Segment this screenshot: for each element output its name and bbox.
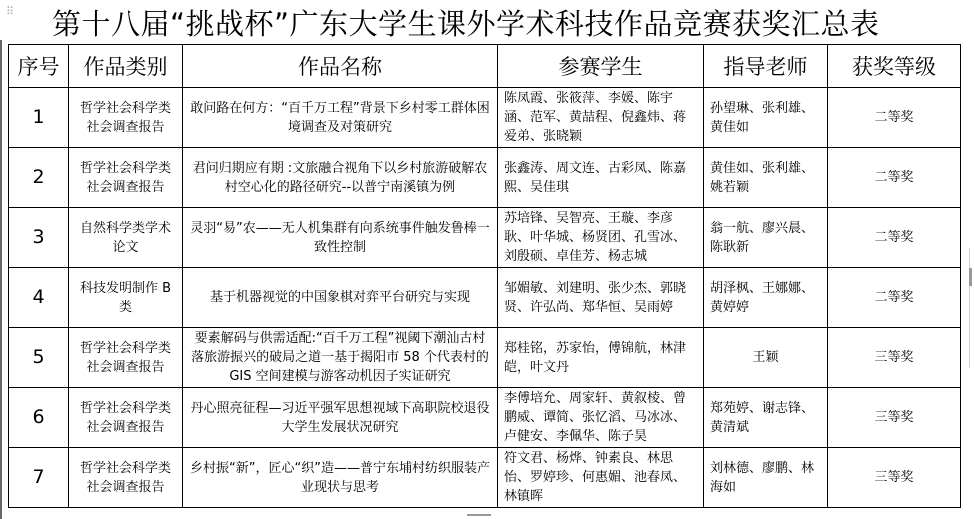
cell-seq: 5 xyxy=(9,328,69,388)
cell-category: 科技发明制作 B 类 xyxy=(69,268,183,328)
cell-name: 要素解码与供需适配:“百千万工程”视阈下潮汕古村落旅游振兴的破局之道一基于揭阳市 58 个代表村的 GIS 空间建模与游客动机因子实证研究 xyxy=(183,328,498,388)
page-title: 第十八届“挑战杯”广东大学生课外学术科技作品竞赛获奖汇总表 xyxy=(52,7,880,41)
cell-advisors: 郑苑婷、谢志锋、黄清斌 xyxy=(704,388,828,448)
cell-level: 二等奖 xyxy=(828,148,961,208)
cell-advisors: 王颖 xyxy=(704,328,828,388)
cell-students: 邹媚敏、刘建明、张少杰、郭晓贤、许弘尚、郑华恒、吴雨婷 xyxy=(498,268,704,328)
cell-level: 二等奖 xyxy=(828,208,961,268)
cell-advisors: 翁一航、廖兴晨、陈耿新 xyxy=(704,208,828,268)
table-header-row xyxy=(9,45,961,88)
cell-level: 三等奖 xyxy=(828,448,961,508)
table-row xyxy=(9,148,961,208)
cell-students: 苏培锋、吴智亮、王璇、李彦耿、叶华城、杨贤团、孔雪冰、刘殷硕、卓佳芳、杨志城 xyxy=(498,208,704,268)
cell-students: 张鑫涛、周文连、古彩凤、陈嘉熙、吴佳琪 xyxy=(498,148,704,208)
cell-level: 二等奖 xyxy=(828,268,961,328)
cell-category: 哲学社会科学类社会调查报告 xyxy=(69,148,183,208)
cell-students: 陈凤霞、张筱萍、李媛、陈宇涵、范军、黄喆程、倪鑫炜、蒋爱弟、张晓颖 xyxy=(498,88,704,148)
cell-category: 哲学社会科学类社会调查报告 xyxy=(69,328,183,388)
table-row xyxy=(9,388,961,448)
cell-seq: 4 xyxy=(9,268,69,328)
cell-advisors: 胡泽枫、王娜娜、黄婷婷 xyxy=(704,268,828,328)
cell-category: 哲学社会科学类社会调查报告 xyxy=(69,388,183,448)
vertical-scrollbar[interactable] xyxy=(969,248,974,368)
cell-seq: 1 xyxy=(9,88,69,148)
cell-level: 二等奖 xyxy=(828,88,961,148)
cell-level: 三等奖 xyxy=(828,388,961,448)
left-edge-rule xyxy=(0,40,2,519)
page-break-marker xyxy=(467,514,491,516)
scrollbar-thumb[interactable] xyxy=(969,268,972,286)
cell-advisors: 刘林德、廖鹏、林海如 xyxy=(704,448,828,508)
drag-handle-icon[interactable]: ⠿ xyxy=(6,5,16,18)
header-seq: 序号 xyxy=(9,45,69,88)
cell-name: 敢问路在何方：“百千万工程”背景下乡村零工群体困境调查及对策研究 xyxy=(183,88,498,148)
awards-table xyxy=(8,44,961,508)
cell-seq: 2 xyxy=(9,148,69,208)
cell-name: 丹心照亮征程—习近平强军思想视域下高职院校退役大学生发展状况研究 xyxy=(183,388,498,448)
cell-category: 自然科学类学术论文 xyxy=(69,208,183,268)
table-row xyxy=(9,328,961,388)
cell-students: 郑桂铭，苏家怡，傅锦航，林津皑，叶文丹 xyxy=(498,328,704,388)
cell-advisors: 孙望琳、张利雄、黄佳如 xyxy=(704,88,828,148)
cell-seq: 3 xyxy=(9,208,69,268)
table-row xyxy=(9,448,961,508)
cell-advisors: 黄佳如、张利雄、姚若颖 xyxy=(704,148,828,208)
header-category: 作品类别 xyxy=(69,45,183,88)
cell-category: 哲学社会科学类社会调查报告 xyxy=(69,88,183,148)
cell-seq: 6 xyxy=(9,388,69,448)
cell-name: 灵羽“易”农——无人机集群有向系统事件触发鲁棒一致性控制 xyxy=(183,208,498,268)
cell-category: 哲学社会科学类社会调查报告 xyxy=(69,448,183,508)
cell-name: 乡村振“新”，匠心“织”造——普宁东埔村纺织服装产业现状与思考 xyxy=(183,448,498,508)
cell-seq: 7 xyxy=(9,448,69,508)
cell-name: 基于机器视觉的中国象棋对弈平台研究与实现 xyxy=(183,268,498,328)
table-row xyxy=(9,268,961,328)
cell-name: 君问归期应有期 :文旅融合视角下以乡村旅游破解农村空心化的路径研究--以普宁南溪镇为例 xyxy=(183,148,498,208)
header-name: 作品名称 xyxy=(183,45,498,88)
header-students: 参赛学生 xyxy=(498,45,704,88)
cell-students: 符文君、杨烨、钟素良、林思怡、罗婷珍、何惠媚、池春凤、林镇晖 xyxy=(498,448,704,508)
cell-students: 李傅培允、周家轩、黄叙棱、曾鹏威、谭简、张忆滔、马冰冰、卢健安、李佩华、陈子昊 xyxy=(498,388,704,448)
header-level: 获奖等级 xyxy=(828,45,961,88)
table-row xyxy=(9,208,961,268)
table-row xyxy=(9,88,961,148)
header-advisors: 指导老师 xyxy=(704,45,828,88)
cell-level: 三等奖 xyxy=(828,328,961,388)
